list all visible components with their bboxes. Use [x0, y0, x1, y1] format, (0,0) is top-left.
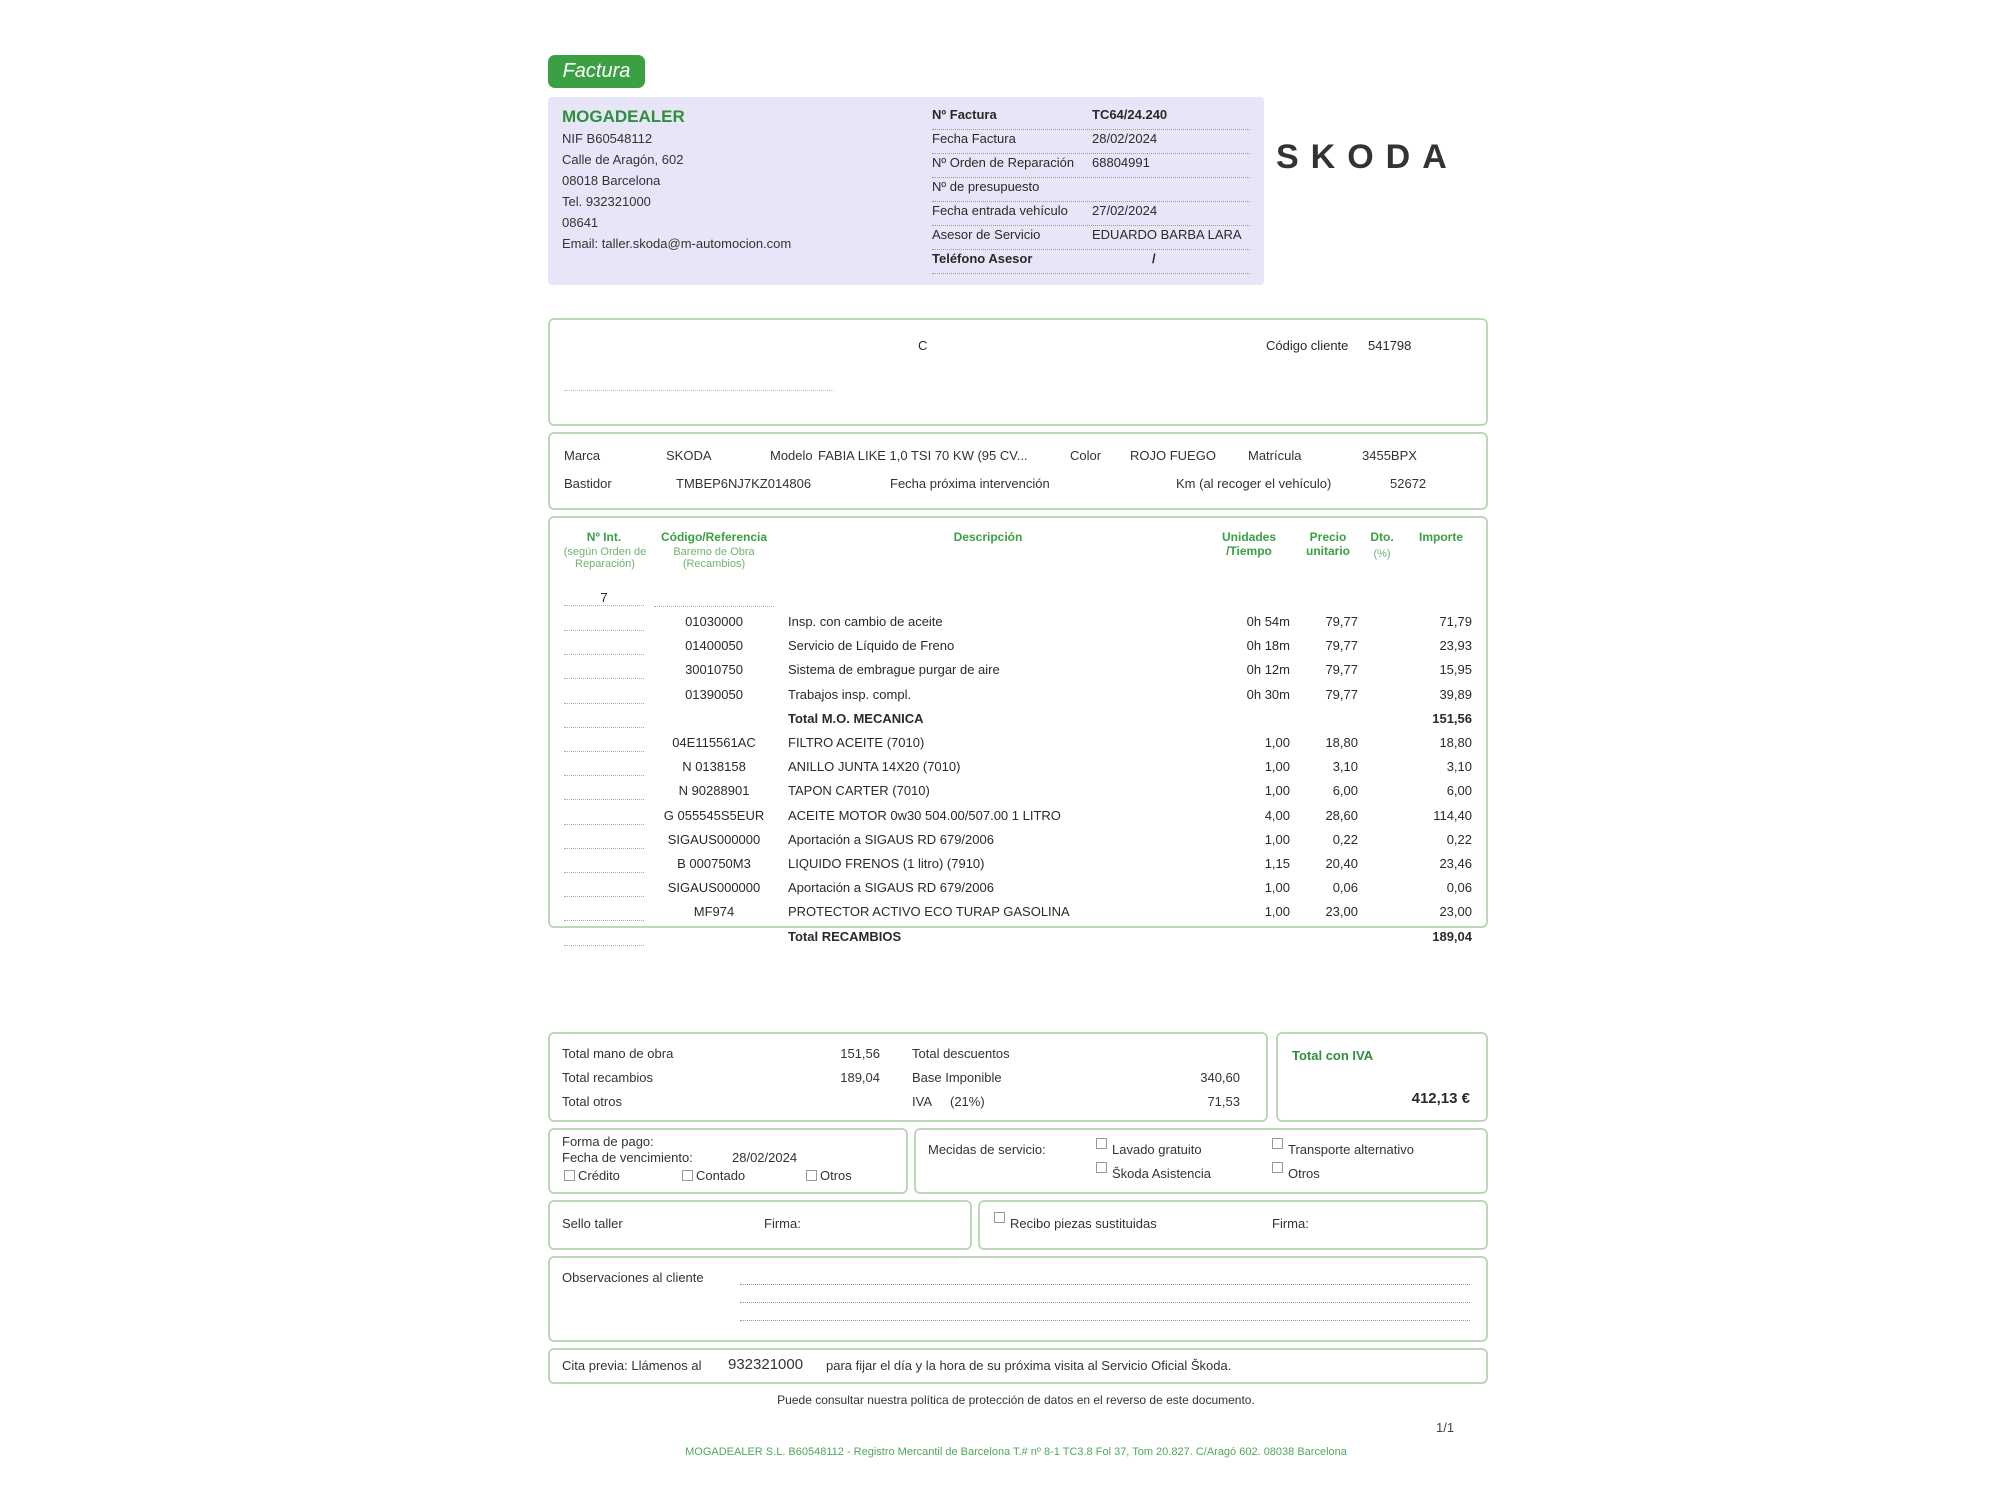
item-unit-price: 0,22: [1332, 831, 1358, 847]
quote-number-label: Nº de presupuesto: [932, 179, 1040, 194]
item-unit-price: 79,77: [1325, 614, 1358, 629]
invoice-number-row: [932, 107, 1250, 130]
service-advisor-row: [932, 227, 1250, 250]
entry-date-label: Fecha entrada vehículo: [932, 203, 1068, 218]
dealer-name: MOGADEALER: [562, 107, 685, 126]
skoda-assistance-label: Škoda Asistencia: [1112, 1166, 1212, 1181]
dealer-phone: Tel. 932321000: [562, 194, 651, 209]
item-amount: 71,79: [1439, 614, 1472, 629]
item-row: [550, 662, 1486, 686]
km-label: Km (al recoger el vehículo): [1176, 476, 1332, 491]
item-code: B 000750M3: [677, 856, 751, 871]
header-panel: [548, 97, 1264, 285]
next-intervention-label: Fecha próxima intervención: [890, 476, 1050, 491]
repair-order-value: 68804991: [1092, 155, 1150, 170]
payment-method-label: Forma de pago:: [562, 1134, 654, 1149]
item-code: 01390050: [685, 686, 743, 702]
vin-label: Bastidor: [564, 476, 612, 491]
iva-rate: (21%): [950, 1094, 985, 1109]
item-row: [550, 856, 1486, 880]
due-date-value: 28/02/2024: [732, 1150, 798, 1165]
item-row: [550, 808, 1486, 832]
privacy-note: Puede consultar nuestra política de protección de datos en el reverso de este documento.: [777, 1393, 1255, 1407]
item-code: N 0138158: [682, 759, 746, 775]
totals-box: [548, 1032, 1268, 1122]
item-description: Aportación a SIGAUS RD 679/2006: [788, 831, 994, 847]
make-value: SKODA: [666, 448, 712, 463]
total-others-label: Total otros: [562, 1094, 622, 1109]
free-wash-checkbox[interactable]: [1096, 1138, 1107, 1149]
item-number-line: [564, 799, 644, 800]
iva-value: 71,53: [1207, 1094, 1240, 1109]
signature2-label: Firma:: [1272, 1216, 1309, 1231]
col-header-units: Unidades /Tiempo: [1221, 530, 1276, 558]
item-unit-price: 0,06: [1332, 880, 1358, 896]
item-code: SIGAUS000000: [667, 880, 761, 896]
item-row: [550, 832, 1486, 856]
due-date-label: Fecha de vencimiento:: [562, 1150, 693, 1165]
item-code: 01400050: [685, 638, 743, 654]
total-parts-value: 189,04: [840, 1070, 880, 1085]
vin-value: TMBEP6NJ7KZ014806: [676, 476, 812, 491]
tax-base-label: Base Imponible: [912, 1070, 1002, 1085]
col-sub-discount: (%): [1373, 548, 1391, 560]
advisor-phone-label: Teléfono Asesor: [932, 251, 1033, 266]
item-description: ACEITE MOTOR 0w30 504.00/507.00 1 LITRO: [788, 807, 1061, 823]
brand-logo: SKODA: [1276, 138, 1459, 176]
item-amount: 3,10: [1446, 759, 1472, 775]
item-units: 0h 18m: [1246, 638, 1290, 654]
item-row: [550, 687, 1486, 711]
repair-order-label: Nº Orden de Reparación: [932, 155, 1075, 170]
item-number-line: [564, 703, 644, 704]
client-name-line: [564, 390, 834, 391]
observation-line: [740, 1284, 1470, 1285]
first-item-number: 7: [564, 590, 644, 606]
item-amount: 6,00: [1446, 783, 1472, 799]
replaced-parts-box: [978, 1200, 1488, 1250]
total-with-iva-label: Total con IVA: [1292, 1048, 1374, 1063]
invoice-date-value: 28/02/2024: [1092, 131, 1158, 146]
col-sub-num: (según Orden de Reparación): [563, 546, 647, 570]
item-unit-price: 20,40: [1325, 856, 1358, 871]
replaced-parts-label: Recibo piezas sustituidas: [1010, 1216, 1157, 1231]
dealer-city: 08018 Barcelona: [562, 173, 661, 188]
item-number-line: [564, 848, 644, 849]
item-units: 1,00: [1264, 783, 1290, 799]
item-description: PROTECTOR ACTIVO ECO TURAP GASOLINA: [788, 904, 1070, 920]
item-number-line: [564, 896, 644, 897]
item-unit-price: 28,60: [1325, 807, 1358, 823]
invoice-date-row: [932, 131, 1250, 154]
entry-date-value: 27/02/2024: [1092, 203, 1158, 218]
observation-line: [740, 1302, 1470, 1303]
col-header-num: Nº Int.: [586, 530, 622, 544]
color-label: Color: [1070, 448, 1102, 463]
item-unit-price: 3,10: [1332, 759, 1358, 775]
service-advisor-label: Asesor de Servicio: [932, 227, 1041, 242]
appointment-suffix: para fijar el día y la hora de su próxima visita al Servicio Oficial Škoda.: [826, 1358, 1232, 1373]
col-header-discount: Dto.: [1370, 530, 1394, 544]
iva-label: IVA: [912, 1094, 932, 1109]
other-services-label: Otros: [1288, 1166, 1320, 1181]
item-code: 30010750: [685, 662, 743, 678]
appointment-phone: 932321000: [728, 1356, 804, 1373]
model-label: Modelo: [770, 448, 813, 463]
seal-label: Sello taller: [562, 1216, 623, 1231]
other-payment-checkbox[interactable]: [806, 1170, 817, 1181]
item-number-line: [564, 751, 644, 752]
observation-line: [740, 1320, 1470, 1321]
km-value: 52672: [1390, 476, 1427, 491]
items-table: [548, 516, 1488, 944]
item-description: Total RECAMBIOS: [788, 928, 902, 944]
item-code: MF974: [693, 904, 735, 920]
item-number-line: [564, 775, 644, 776]
document-type-tag: Factura: [548, 55, 645, 88]
total-with-iva-value: 412,13 €: [1411, 1090, 1470, 1107]
item-unit-price: 79,77: [1325, 662, 1358, 678]
plate-label: Matrícula: [1248, 448, 1302, 463]
other-payment-label: Otros: [820, 1168, 852, 1183]
dealer-nif: NIF B60548112: [562, 131, 653, 146]
item-units: 1,00: [1264, 759, 1290, 775]
item-unit-price: 6,00: [1332, 783, 1358, 799]
item-amount: 23,00: [1439, 904, 1472, 920]
item-number-line: [564, 872, 644, 873]
item-units: 1,15: [1264, 856, 1290, 871]
first-item-code-line: [654, 606, 774, 607]
item-number-line: [564, 920, 644, 921]
item-amount: 23,93: [1439, 638, 1472, 654]
item-amount: 18,80: [1439, 735, 1472, 750]
item-units: 0h 30m: [1246, 686, 1290, 702]
client-box: [548, 318, 1488, 426]
item-description: FILTRO ACEITE (7010): [788, 735, 925, 750]
color-value: ROJO FUEGO: [1130, 448, 1216, 463]
free-wash-label: Lavado gratuito: [1112, 1142, 1202, 1157]
col-header-desc: Descripción: [953, 530, 1023, 544]
item-number-line: [564, 630, 644, 631]
item-row: [550, 614, 1486, 638]
item-code: G 055545S5EUR: [663, 807, 765, 823]
item-description: Insp. con cambio de aceite: [788, 614, 943, 629]
make-label: Marca: [564, 448, 601, 463]
company-footer: MOGADEALER S.L. B60548112 - Registro Mercantil de Barcelona T.# nº 8-1 TC3.8 Fol 37, Tom 20.827. C/Aragó 602. 08038 Barcelona: [685, 1446, 1347, 1458]
vehicle-box: [548, 432, 1488, 510]
item-description: Trabajos insp. compl.: [788, 686, 912, 702]
service-advisor-value: EDUARDO BARBA LARA: [1092, 227, 1242, 242]
item-units: 1,00: [1264, 735, 1290, 750]
item-units: 1,00: [1264, 880, 1290, 896]
item-row: [550, 735, 1486, 759]
services-label: Mecidas de servicio:: [928, 1142, 1046, 1157]
total-with-iva-box: [1276, 1032, 1488, 1122]
credit-label: Crédito: [578, 1168, 620, 1183]
other-services-checkbox[interactable]: [1272, 1162, 1283, 1173]
invoice-number-value: TC64/24.240: [1092, 107, 1168, 122]
dealer-address: Calle de Aragón, 602: [562, 152, 684, 167]
client-code-label: Código cliente: [1266, 338, 1349, 353]
item-unit-price: 79,77: [1325, 638, 1358, 654]
item-units: 0h 12m: [1246, 662, 1290, 678]
services-box: [914, 1128, 1488, 1194]
item-description: Sistema de embrague purgar de aire: [788, 662, 1000, 678]
item-unit-price: 18,80: [1325, 735, 1358, 750]
invoice-date-label: Fecha Factura: [932, 131, 1016, 146]
item-amount: 23,46: [1439, 856, 1472, 871]
item-number-line: [564, 654, 644, 655]
item-row: [550, 880, 1486, 904]
signature-label: Firma:: [764, 1216, 801, 1231]
item-amount: 0,06: [1446, 880, 1472, 896]
item-amount: 151,56: [1432, 710, 1472, 726]
item-description: ANILLO JUNTA 14X20 (7010): [788, 759, 961, 775]
item-amount: 189,04: [1432, 928, 1472, 944]
advisor-phone-value: /: [1152, 251, 1156, 266]
item-row: [550, 638, 1486, 662]
client-code-value: 541798: [1368, 338, 1412, 353]
item-number-line: [564, 945, 644, 946]
client-initial: C: [918, 338, 928, 353]
repair-order-row: [932, 155, 1250, 178]
alt-transport-checkbox[interactable]: [1272, 1138, 1283, 1149]
item-description: Total M.O. MECANICA: [788, 710, 924, 726]
item-description: Servicio de Líquido de Freno: [788, 638, 955, 654]
item-code: 04E115561AC: [672, 735, 756, 750]
dealer-code: 08641: [562, 215, 599, 230]
item-units: 1,00: [1264, 904, 1290, 920]
page-number: 1/1: [1436, 1420, 1455, 1435]
replaced-parts-checkbox[interactable]: [994, 1212, 1005, 1223]
item-amount: 15,95: [1439, 662, 1472, 678]
advisor-phone-row: [932, 251, 1250, 274]
item-row: [550, 783, 1486, 807]
item-row: [550, 759, 1486, 783]
item-unit-price: 23,00: [1325, 904, 1358, 920]
item-amount: 39,89: [1439, 686, 1472, 702]
seal-box: [548, 1200, 972, 1250]
item-row: [550, 904, 1486, 928]
entry-date-row: [932, 203, 1250, 226]
total-parts-label: Total recambios: [562, 1070, 654, 1085]
item-code: SIGAUS000000: [667, 831, 761, 847]
item-code: 01030000: [685, 614, 743, 629]
item-description: Aportación a SIGAUS RD 679/2006: [788, 880, 994, 896]
plate-value: 3455BPX: [1362, 448, 1417, 463]
cash-label: Contado: [696, 1168, 746, 1183]
item-amount: 0,22: [1446, 831, 1472, 847]
quote-number-row: [932, 179, 1250, 202]
total-discounts-label: Total descuentos: [912, 1046, 1010, 1061]
item-amount: 114,40: [1433, 807, 1472, 823]
item-units: 1,00: [1264, 831, 1290, 847]
tax-base-value: 340,60: [1200, 1070, 1240, 1085]
alt-transport-label: Transporte alternativo: [1288, 1142, 1414, 1157]
observations-box: [548, 1256, 1488, 1342]
col-header-code: Código/Referencia: [660, 530, 768, 544]
item-code: N 90288901: [678, 783, 750, 799]
credit-checkbox[interactable]: [564, 1170, 575, 1181]
item-number-line: [564, 824, 644, 825]
item-units: 0h 54m: [1246, 614, 1290, 629]
dealer-email: Email: taller.skoda@m-automocion.com: [562, 236, 792, 251]
col-header-price: Precio unitario: [1306, 530, 1350, 558]
appointment-prefix: Cita previa: Llámenos al: [562, 1358, 702, 1373]
total-labor-label: Total mano de obra: [562, 1046, 674, 1061]
item-number-line: [564, 678, 644, 679]
item-unit-price: 79,77: [1325, 686, 1358, 702]
item-description: LIQUIDO FRENOS (1 litro) (7910): [788, 856, 985, 871]
item-units: 4,00: [1264, 807, 1290, 823]
total-labor-value: 151,56: [840, 1046, 880, 1061]
skoda-assistance-checkbox[interactable]: [1096, 1162, 1107, 1173]
item-number-line: [564, 727, 644, 728]
total-row: [550, 711, 1486, 735]
col-sub-code: Baremo de Obra (Recambios): [673, 546, 755, 570]
appointment-box: [548, 1348, 1488, 1384]
col-header-amount: Importe: [1418, 530, 1463, 544]
payment-box: [548, 1128, 908, 1194]
observations-label: Observaciones al cliente: [562, 1270, 704, 1285]
model-value: FABIA LIKE 1,0 TSI 70 KW (95 CV...: [818, 448, 1028, 463]
cash-checkbox[interactable]: [682, 1170, 693, 1181]
invoice-number-label: Nº Factura: [932, 107, 997, 122]
total-row: [550, 929, 1486, 953]
item-description: TAPON CARTER (7010): [788, 783, 930, 799]
